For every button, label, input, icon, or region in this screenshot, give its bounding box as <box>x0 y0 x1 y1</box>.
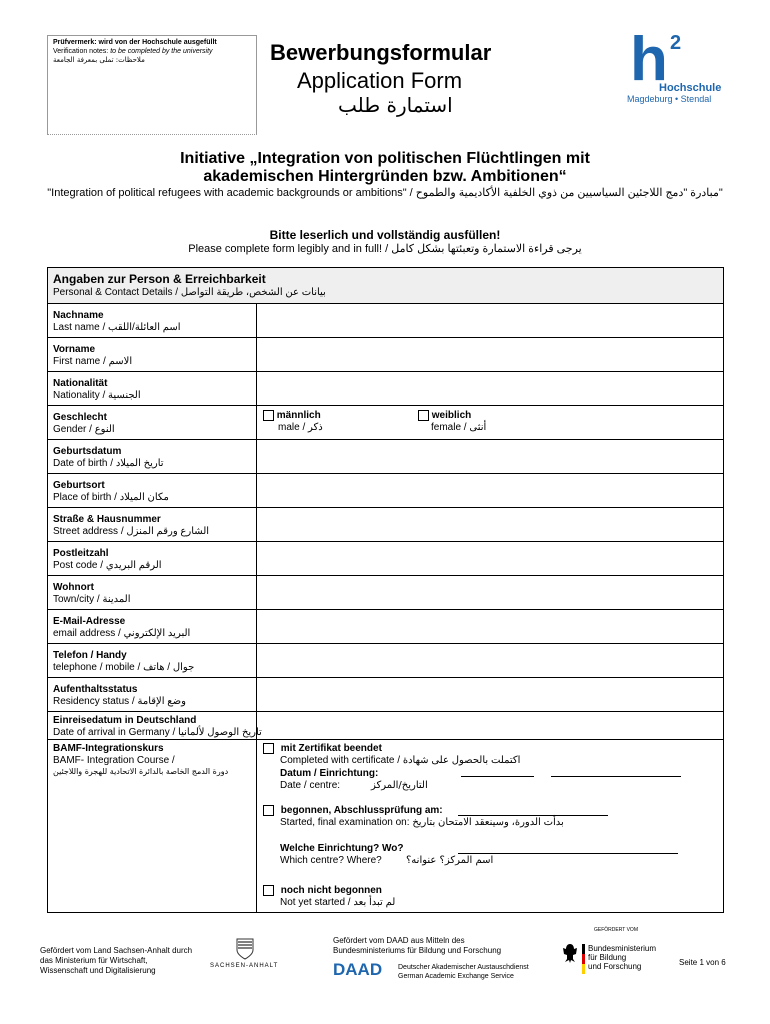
street-address-input[interactable] <box>258 508 723 541</box>
instructions-german: Bitte leserlich und vollständig ausfüllen! <box>269 228 501 242</box>
section-title: Angaben zur Person & Erreichbarkeit <box>53 272 266 286</box>
started-label-en: Started, final examination on: بدأت الدورة، وسينعقد الامتحان بتاريخ <box>280 817 564 828</box>
date-of-birth-input[interactable] <box>258 440 723 473</box>
residency-status-input[interactable] <box>258 678 723 711</box>
bamf-label-ar: دورة الدمج الخاصة بالدائرة الاتحادية للهجرة واللاجئين <box>53 767 229 776</box>
daad-logo: DAAD <box>333 960 383 979</box>
male-label-de: männlich <box>276 410 321 422</box>
field-label: Postleitzahl <box>53 548 109 559</box>
row-telephone <box>48 644 723 678</box>
footer-left-line3: Wissenschaft und Digitalisierung <box>40 966 156 975</box>
title-german: Bewerbungsformular <box>270 40 492 65</box>
row-bamf-course <box>48 740 723 912</box>
place-of-birth-input[interactable] <box>258 474 723 507</box>
row-residency-status <box>48 678 723 712</box>
bmbf-line3: und Forschung <box>588 962 642 971</box>
title-english: Application Form <box>297 68 463 93</box>
page-number: Seite 1 von 6 <box>679 958 726 967</box>
started-label-de: begonnen, Abschlussprüfung am: <box>280 805 443 817</box>
footer-mid-line1: Gefördert vom DAAD aus Mitteln des <box>333 936 465 945</box>
field-sublabel: Date of birth / تاريخ الميلاد <box>53 458 164 469</box>
verify-en-label: Verification notes: <box>53 48 109 55</box>
verify-en-text: to be completed by the university <box>110 48 213 55</box>
completed-checkbox[interactable] <box>263 743 274 754</box>
male-checkbox[interactable] <box>263 410 274 421</box>
row-place-of-birth <box>48 474 723 508</box>
section-header <box>48 268 723 304</box>
verification-box <box>47 35 257 135</box>
bmbf-name <box>588 944 656 971</box>
daad-name-en: German Academic Exchange Service <box>398 973 514 980</box>
post-code-input[interactable] <box>258 542 723 575</box>
verify-ar: ملاحظات: تملى بمعرفة الجامعة <box>53 56 145 64</box>
bamf-completed-option[interactable] <box>263 743 382 754</box>
male-label-en: male / ذكر <box>278 422 323 433</box>
which-centre-input-line[interactable] <box>458 853 678 854</box>
row-gender <box>48 406 723 440</box>
date-centre-label-en: Date / centre: <box>280 780 341 791</box>
instructions-english-arabic: Please complete form legibly and in full! / يرجى قراءة الاستمارة وتعبئتها بشكل كامل <box>188 243 582 255</box>
footer-mid-line2: Bundesministeriums für Bildung und Forschung <box>333 946 502 955</box>
row-first-name <box>48 338 723 372</box>
centre-input-line[interactable] <box>551 776 681 777</box>
initiative-line-1: Initiative „Integration von politischen Flüchtlingen mit <box>180 150 590 167</box>
field-sublabel: Gender / النوع <box>53 424 115 435</box>
field-label: Nationalität <box>53 378 108 389</box>
not-started-label-de: noch nicht begonnen <box>280 885 382 897</box>
first-name-input[interactable] <box>258 338 723 371</box>
bmbf-line1: Bundesministerium <box>588 944 657 953</box>
field-sublabel: telephone / mobile / جوال / هاتف <box>53 662 195 673</box>
verify-de: Prüfvermerk: wird von der Hochschule ausgefüllt <box>53 39 217 46</box>
personal-details-form <box>47 267 724 913</box>
field-label: Einreisedatum in Deutschland <box>53 715 197 726</box>
federal-eagle-icon <box>562 942 578 969</box>
field-sublabel: Place of birth / مكان الميلاد <box>53 492 169 503</box>
logo-letter: h <box>630 25 668 94</box>
last-name-input[interactable] <box>258 304 723 337</box>
which-centre-label-de: Welche Einrichtung? Wo? <box>280 843 404 854</box>
field-label: Geschlecht <box>53 412 107 423</box>
female-label-en: female / أنثى <box>431 422 487 433</box>
bamf-not-started-option[interactable] <box>263 885 382 896</box>
logo-name: Hochschule <box>659 82 722 94</box>
row-post-code <box>48 542 723 576</box>
field-sublabel: Town/city / المدينة <box>53 594 131 605</box>
field-sublabel: Nationality / الجنسية <box>53 390 141 401</box>
female-checkbox[interactable] <box>418 410 429 421</box>
german-flag-bar <box>582 944 585 974</box>
verify-en <box>53 47 251 56</box>
footer-sachsen-anhalt-text <box>40 946 192 976</box>
field-sublabel: Street address / الشارع ورقم المنزل <box>53 526 210 537</box>
gender-male-option[interactable] <box>263 410 321 421</box>
field-sublabel: First name / الاسم <box>53 356 133 367</box>
row-town <box>48 576 723 610</box>
footer-left-line1: Gefördert vom Land Sachsen-Anhalt durch <box>40 946 193 955</box>
field-label: Nachname <box>53 310 104 321</box>
field-sublabel: Date of arrival in Germany / تاريخ الوصول لألمانيا <box>53 727 262 738</box>
section-subtitle: Personal & Contact Details / بيانات عن الشخص، طريقة التواصل <box>53 287 326 298</box>
which-centre-label-en: Which centre? Where? <box>280 855 382 866</box>
row-email <box>48 610 723 644</box>
date-centre-label-ar: التاريخ/المركز <box>371 780 428 791</box>
sachsen-anhalt-wordmark: SACHSEN-ANHALT <box>210 963 279 969</box>
sachsen-anhalt-crest-icon <box>236 938 254 965</box>
field-label: Aufenthaltsstatus <box>53 684 138 695</box>
completed-label-en: Completed with certificate / اكتملت بالحصول على شهادة <box>280 755 521 766</box>
field-sublabel: Residency status / وضع الإقامة <box>53 696 186 707</box>
date-centre-label-de: Datum / Einrichtung: <box>280 768 379 779</box>
logo-subtitle: Magdeburg • Stendal <box>627 94 712 104</box>
bamf-started-option[interactable] <box>263 805 443 816</box>
started-checkbox[interactable] <box>263 805 274 816</box>
initiative-line-3: "Integration of political refugees with academic backgrounds or ambitions" / مبادرة "دمج اللاجئين السياسيين من ذوي الخلفية الأكاديمية والطموح" <box>47 187 723 199</box>
bmbf-line2: für Bildung <box>588 953 627 962</box>
gender-female-option[interactable] <box>418 410 471 421</box>
row-last-name <box>48 304 723 338</box>
field-sublabel: Last name / اسم العائلة/اللقب <box>53 322 181 333</box>
row-date-of-birth <box>48 440 723 474</box>
bamf-label-de: BAMF-Integrationskurs <box>53 743 164 754</box>
town-input[interactable] <box>258 576 723 609</box>
daad-full-name <box>398 963 529 981</box>
not-started-checkbox[interactable] <box>263 885 274 896</box>
exam-date-input-line[interactable] <box>458 815 608 816</box>
completed-label-de: mit Zertifikat beendet <box>280 743 382 755</box>
arrival-date-input[interactable] <box>258 712 723 739</box>
which-centre-label-ar: اسم المركز؟ عنوانه؟ <box>406 855 494 866</box>
nationality-input[interactable] <box>258 372 723 405</box>
initiative-line-2: akademischen Hintergründen bzw. Ambitionen“ <box>203 168 567 185</box>
telephone-input[interactable] <box>258 644 723 677</box>
field-label: Telefon / Handy <box>53 650 127 661</box>
field-label: Wohnort <box>53 582 94 593</box>
field-label: Vorname <box>53 344 96 355</box>
logo-superscript: 2 <box>670 32 682 54</box>
title-arabic: استمارة طلب <box>338 93 453 117</box>
row-nationality <box>48 372 723 406</box>
field-sublabel: Post code / الرقم البريدي <box>53 560 162 571</box>
field-label: Straße & Hausnummer <box>53 514 161 525</box>
not-started-label-en: Not yet started / لم تبدأ بعد <box>280 897 396 908</box>
footer-left-line2: das Ministerium für Wirtschaft, <box>40 956 148 965</box>
field-label: Geburtsdatum <box>53 446 122 457</box>
field-label: E-Mail-Adresse <box>53 616 126 627</box>
field-sublabel: email address / البريد الإلكتروني <box>53 628 191 639</box>
row-street-address <box>48 508 723 542</box>
hochschule-logo <box>627 25 722 110</box>
row-arrival-date <box>48 712 723 740</box>
date-input-line[interactable] <box>461 776 534 777</box>
bmbf-funded-by: GEFÖRDERT VOM <box>594 927 638 933</box>
bamf-label-en: BAMF- Integration Course / <box>53 755 175 766</box>
female-label-de: weiblich <box>431 410 472 422</box>
field-label: Geburtsort <box>53 480 105 491</box>
daad-name-de: Deutscher Akademischer Austauschdienst <box>398 964 529 971</box>
email-input[interactable] <box>258 610 723 643</box>
footer-daad-text <box>333 936 501 956</box>
